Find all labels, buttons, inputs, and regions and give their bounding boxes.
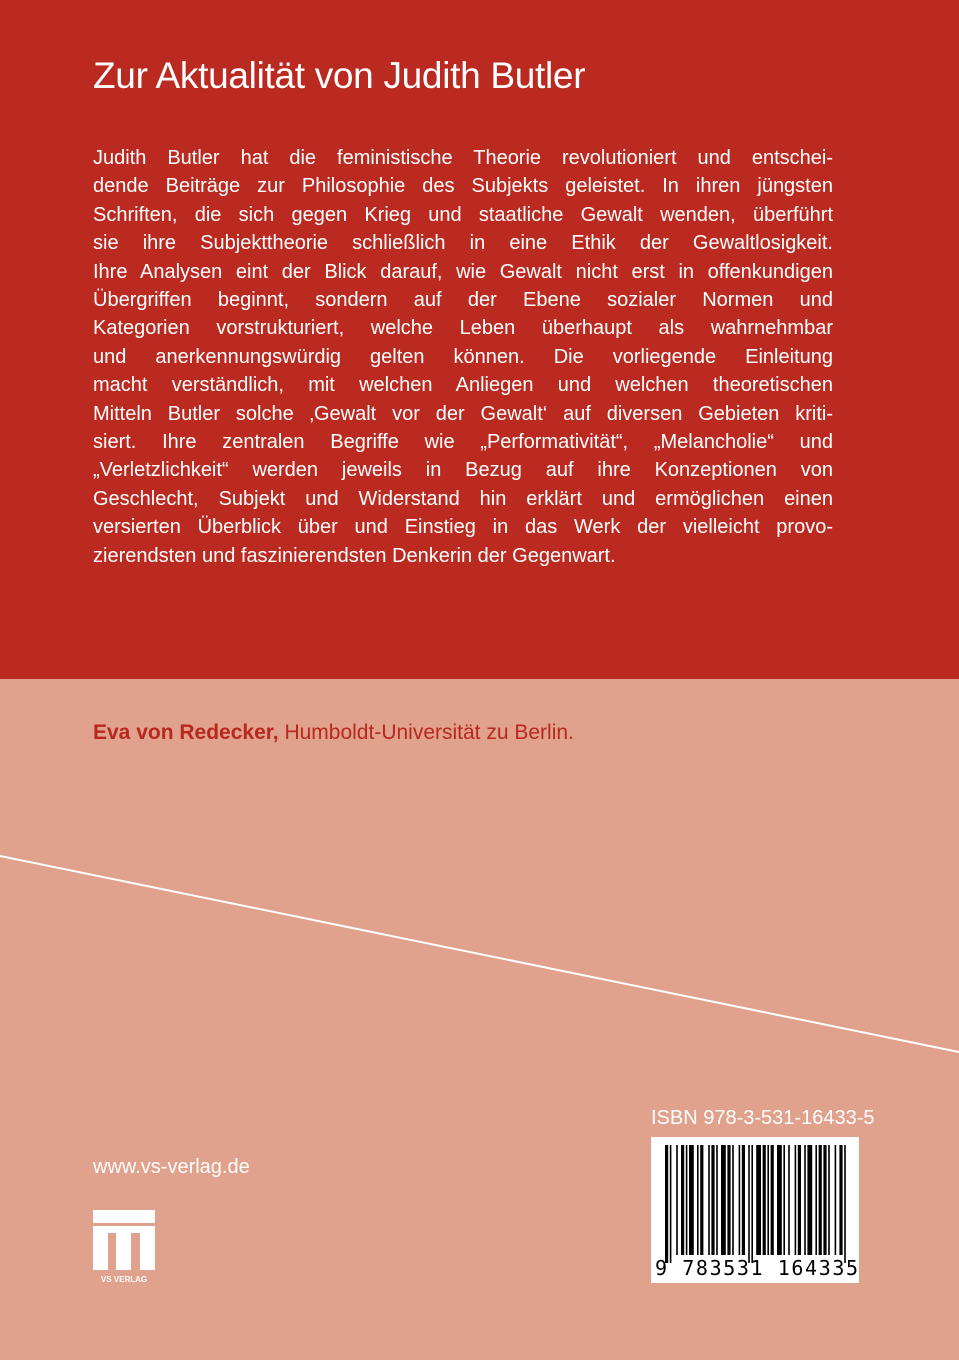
author-line [93, 721, 574, 745]
blurb-line: „Verletzlichkeit“ werden jeweils in Bezug auf ihre Konzeptionen von [93, 459, 833, 482]
vs-verlag-logo [93, 1210, 155, 1284]
blurb-text [93, 144, 833, 570]
author-affiliation: Humboldt-Universität zu Berlin. [278, 721, 574, 744]
blurb-line: zierendsten und faszinierendsten Denkerin der Gegenwart. [93, 544, 616, 567]
blurb-line: sie ihre Subjekttheorie schließlich in eine Ethik der Gewaltlosigkeit. [93, 232, 833, 255]
blurb-line: und anerkennungswürdig gelten können. Die vorliegende Einleitung [93, 345, 833, 368]
blurb-line: Übergriffen beginnt, sondern auf der Ebene sozialer Normen und [93, 289, 833, 312]
blurb-line: versierten Überblick über und Einstieg in das Werk der vielleicht provo- [93, 516, 833, 539]
blurb-line: Mitteln Butler solche ‚Gewalt vor der Gewalt‘ auf diversen Gebieten kriti- [93, 402, 833, 425]
red-cover-panel [0, 0, 959, 679]
blurb-line: Kategorien vorstrukturiert, welche Leben überhaupt als wahrnehmbar [93, 317, 833, 340]
blurb-line: siert. Ihre zentralen Begriffe wie „Performativität“, „Melancholie“ und [93, 431, 833, 454]
blurb-line: Schriften, die sich gegen Krieg und staatliche Gewalt wenden, überführt [93, 203, 833, 226]
barcode [651, 1137, 859, 1283]
blurb-line: Geschlecht, Subjekt und Widerstand hin erklärt und ermöglichen einen [93, 487, 833, 510]
book-title: Zur Aktualität von Judith Butler [93, 55, 586, 96]
author-name: Eva von Redecker, [93, 721, 279, 744]
blurb-line: macht verständlich, mit welchen Anliegen und welchen theoretischen [93, 374, 833, 397]
blurb-line: dende Beiträge zur Philosophie des Subjekts geleistet. In ihren jüngsten [93, 175, 833, 198]
isbn-label: ISBN 978-3-531-16433-5 [651, 1107, 875, 1129]
diagonal-line [0, 840, 959, 1060]
barcode-digits: 9 783531 164335 [655, 1256, 860, 1280]
blurb-line: Judith Butler hat die feministische Theorie revolutioniert und entschei- [93, 147, 833, 169]
publisher-url[interactable]: www.vs-verlag.de [93, 1156, 250, 1178]
blurb-line: Ihre Analysen eint der Blick darauf, wie Gewalt nicht erst in offenkundigen [93, 260, 833, 283]
logo-text: VS VERLAG [100, 1275, 148, 1284]
